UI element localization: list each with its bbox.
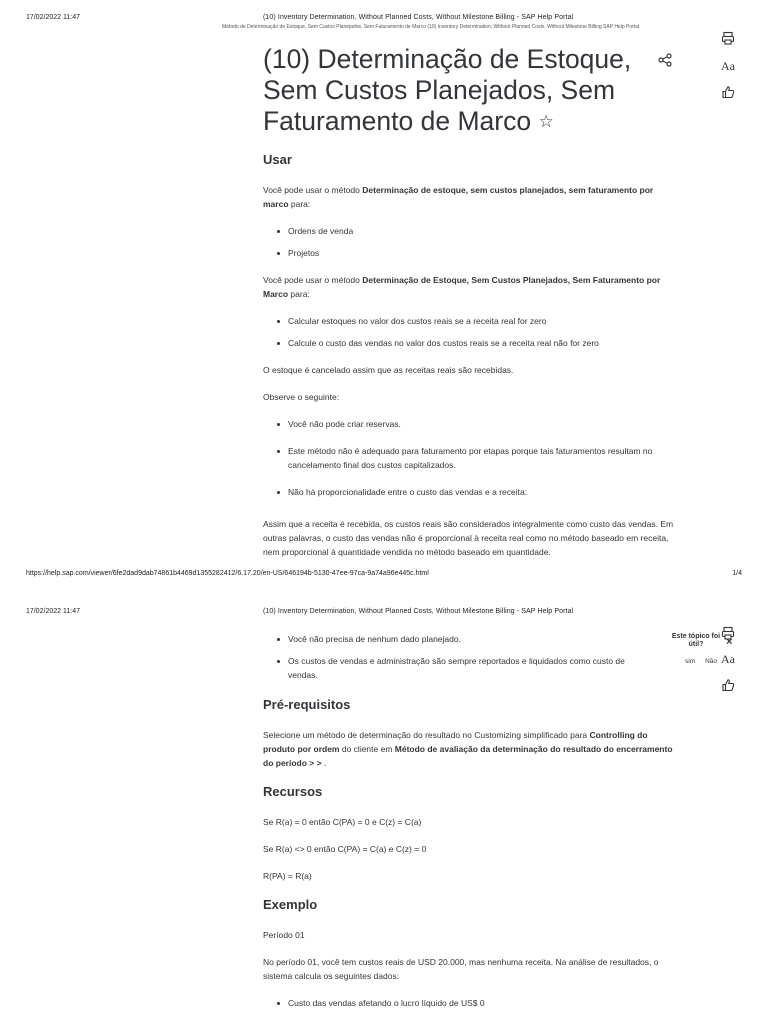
print-date: 17/02/2022 11:47 xyxy=(26,608,80,615)
favorite-star-icon[interactable]: ☆ xyxy=(538,112,554,131)
print-date: 17/02/2022 11:47 xyxy=(26,14,80,21)
section-heading-usar: Usar xyxy=(263,152,292,167)
font-size-icon[interactable]: Aa xyxy=(721,58,735,73)
section-heading-prerequisitos: Pré-requisitos xyxy=(263,697,351,712)
bullet-list xyxy=(263,996,675,1010)
feedback-widget xyxy=(666,633,736,665)
feedback-options xyxy=(666,658,736,665)
document-title-text: (10) Determinação de Estoque, Sem Custos Planejados, Sem Faturamento de Marco xyxy=(263,44,632,136)
document-title xyxy=(263,44,675,137)
paragraph xyxy=(263,728,675,770)
text: Você pode usar o método xyxy=(263,275,363,285)
text: do cliente em xyxy=(339,744,395,754)
formula: Se R(a) <> 0 então C(PA) = C(a) e C(z) = 0 xyxy=(263,844,427,854)
paragraph: O estoque é cancelado assim que as receitas reais são recebidas. xyxy=(263,365,514,375)
paragraph xyxy=(263,183,675,211)
list-item: Você não precisa de nenhum dado planejado. xyxy=(263,632,675,646)
page-header xyxy=(0,608,768,622)
page-footer xyxy=(0,570,768,582)
bold-text: Determinação de Estoque, Sem Custos Planejados, Sem Faturamento por Marco xyxy=(263,275,661,299)
bold-text: Método de avaliação da determinação do resultado do encerramento do período xyxy=(263,744,673,768)
list-item: Este método não é adequado para faturamento por etapas porque tais faturamentos resultam no cancelamento final dos custos capitalizados. xyxy=(263,444,675,472)
page1-content xyxy=(263,44,675,572)
section-heading-recursos: Recursos xyxy=(263,784,323,799)
list-item: Projetos xyxy=(263,246,675,260)
text: Selecione um método de determinação do resultado no Customizing simplificado para xyxy=(263,730,590,740)
bullet-list xyxy=(263,417,675,499)
print-title: (10) Inventory Determination, Without Planned Costs, Without Milestone Billing - SAP Help Portal xyxy=(263,14,574,21)
list-item: Os custos de vendas e administração são sempre reportados e liquidados como custo de vendas. xyxy=(263,654,675,682)
text: para: xyxy=(288,199,311,209)
bullet-list xyxy=(263,314,675,350)
list-item: Você não pode criar reservas. xyxy=(263,417,675,431)
feedback-yes-button[interactable]: sim xyxy=(685,658,696,665)
page-url: https://help.sap.com/viewer/6fe2dad9dab74861b4469d1355282412/6.17.20/en-US/646194b-5130-47ee-97ca-9a74a96e445c.html xyxy=(26,570,429,577)
feedback-no-button[interactable]: Não xyxy=(705,658,718,665)
font-size-icon[interactable]: Aa xyxy=(721,651,735,666)
text: para: xyxy=(288,289,310,299)
print-title: (10) Inventory Determination, Without Planned Costs, Without Milestone Billing - SAP Help Portal xyxy=(263,608,574,615)
bold-text: Controlling do produto por ordem xyxy=(263,730,648,754)
formula: Se R(a) = 0 então C(PA) = 0 e C(z) = C(a) xyxy=(263,817,422,827)
print-icon[interactable] xyxy=(720,30,736,46)
page2-content xyxy=(263,632,675,1023)
close-icon[interactable]: × xyxy=(726,636,733,648)
thumbs-up-icon[interactable] xyxy=(720,84,736,100)
paragraph: Período 01 xyxy=(263,930,305,940)
paragraph: Assim que a receita é recebida, os custos reais são considerados integralmente como custo das vendas. Em outras palavras, o custo das vendas não é proporcional à receita real como no método baseado em receita, nem proporcional à quantidade vendida no método baseado em quantidade. xyxy=(263,519,674,557)
bullet-list xyxy=(263,632,675,682)
thumbs-up-icon[interactable] xyxy=(720,677,736,693)
feedback-question: Este tópico foi útil? xyxy=(671,633,721,648)
paragraph xyxy=(263,273,675,301)
list-item: Não há proporcionalidade entre o custo das vendas e a receita: xyxy=(263,485,675,499)
list-item: Ordens de venda xyxy=(263,224,675,238)
bold-text: Determinação de estoque, sem custos planejados, sem faturamento por marco xyxy=(263,185,654,209)
text: . xyxy=(323,758,327,768)
bullet-list xyxy=(263,224,675,260)
formula: R(PA) = R(a) xyxy=(263,871,312,881)
paragraph: No período 01, você tem custos reais de USD 20.000, mas nenhuma receita. Na análise de resultados, o sistema calcula os seguintes dados: xyxy=(263,957,659,981)
text: Você pode usar o método xyxy=(263,185,363,195)
paragraph: Observe o seguinte: xyxy=(263,392,340,402)
page-number: 1/4 xyxy=(732,570,742,577)
list-item: Calcular estoques no valor dos custos reais se a receita real for zero xyxy=(263,314,675,328)
overlapping-header-text: Método de Determinação de Estoque, Sem Custos Planejados, Sem Faturamento de Marco (10) Inventory Determination, Without Planned Costs, Without Milestone Billing SAP Help Portal xyxy=(222,24,640,30)
menu-path-arrows: > > xyxy=(306,758,324,768)
section-heading-exemplo: Exemplo xyxy=(263,897,318,912)
list-item: Calcule o custo das vendas no valor dos custos reais se a receita real não for zero xyxy=(263,336,675,350)
list-item: Custo das vendas afetando o lucro líquido de US$ 0 xyxy=(263,996,675,1010)
